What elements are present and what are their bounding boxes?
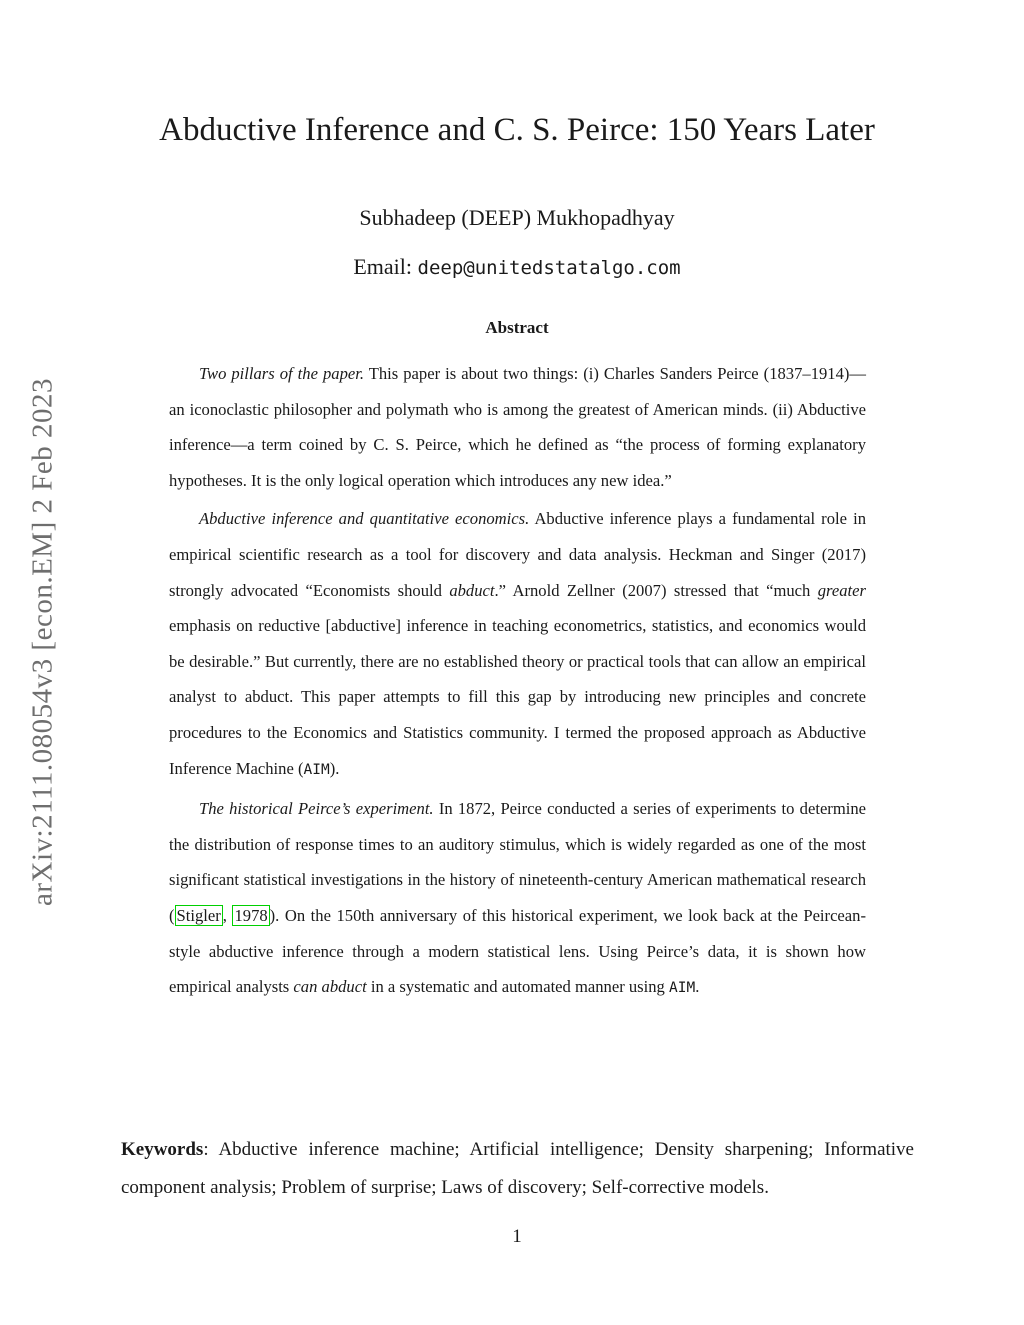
- abstract-paragraph-economics: [169, 501, 866, 788]
- paragraph-text: ). On the 150th anniversary of this historical experiment, we look back at the Peircean-style abductive inference through a modern statistical lens. Using Peirce’s data, it is shown how empirical analysts: [169, 905, 866, 997]
- page-number: 1: [512, 1226, 522, 1247]
- emphasis-text: can abduct: [293, 977, 367, 997]
- paper-title: Abductive Inference and C. S. Peirce: 150 Years Later: [159, 112, 875, 148]
- paragraph-lead: Abductive inference and quantitative economics.: [199, 509, 530, 529]
- paragraph-lead: The historical Peirce’s experiment.: [199, 799, 434, 819]
- paragraph-text: Abductive inference plays a fundamental role in empirical scientific research as a tool for discovery and data analysis. Heckman and Singer (2017) strongly advocated “Economists should: [169, 509, 866, 600]
- paragraph-text: emphasis on reductive [abductive] inference in teaching econometrics, statistics, and economics would be desirable.” But currently, there are no established theory or practical tools that can allow an empirical analyst to abduct. This paper attempts to fill this gap by introducing new principles and concrete procedures to the Economics and Statistics community. I termed the proposed approach as Abductive Inference Machine (: [169, 616, 866, 778]
- citation-year-link[interactable]: 1978: [234, 905, 268, 925]
- abstract-paragraph-pillars: [169, 356, 866, 498]
- email-address[interactable]: deep@unitedstatalgo.com: [417, 257, 681, 279]
- emphasis-text: abduct: [449, 580, 495, 600]
- abstract-paragraph-experiment: [169, 791, 866, 1007]
- keywords-list: : Abductive inference machine; Artificial intelligence; Density sharpening; Informative component analysis; Problem of surprise; Laws of discovery; Self-corrective models.: [121, 1139, 914, 1198]
- paragraph-text: in a systematic and automated manner using: [366, 977, 669, 997]
- paragraph-text: .: [695, 977, 700, 997]
- citation-author-link[interactable]: Stigler: [176, 905, 221, 925]
- emphasis-text: greater: [817, 580, 866, 600]
- author-name: Subhadeep (DEEP) Mukhopadhyay: [359, 205, 675, 230]
- paragraph-text: .” Arnold Zellner (2007) stressed that “much: [494, 580, 818, 600]
- keywords-section: [121, 1131, 914, 1207]
- email-label: Email:: [353, 254, 413, 279]
- paragraph-lead: Two pillars of the paper.: [199, 364, 365, 383]
- abstract-body: [169, 356, 866, 1010]
- citation-separator: ,: [222, 905, 233, 925]
- abstract-heading: Abstract: [485, 318, 549, 337]
- author-email: [0, 254, 1024, 280]
- code-term: AIM: [303, 761, 330, 778]
- paragraph-text: ).: [329, 758, 340, 778]
- paragraph-text: In 1872, Peirce conducted a series of experiments to determine the distribution of response times to an auditory stimulus, which is widely regarded as one of the most significant statistical investigations in the history of nineteenth-century American mathematical research (: [169, 799, 867, 925]
- code-term: AIM: [669, 980, 696, 997]
- arxiv-identifier: arXiv:2111.08054v3 [econ.EM] 2 Feb 2023: [26, 378, 59, 906]
- paragraph-text: This paper is about two things: (i) Charles Sanders Peirce (1837–1914)—an iconoclastic philosopher and polymath who is among the greatest of American minds. (ii) Abductive inference—a term coined by C. S. Peirce, which he defined as “the process of forming explanatory hypotheses. It is the only logical operation which introduces any new idea.”: [169, 364, 867, 490]
- keywords-label: Keywords: [121, 1139, 204, 1160]
